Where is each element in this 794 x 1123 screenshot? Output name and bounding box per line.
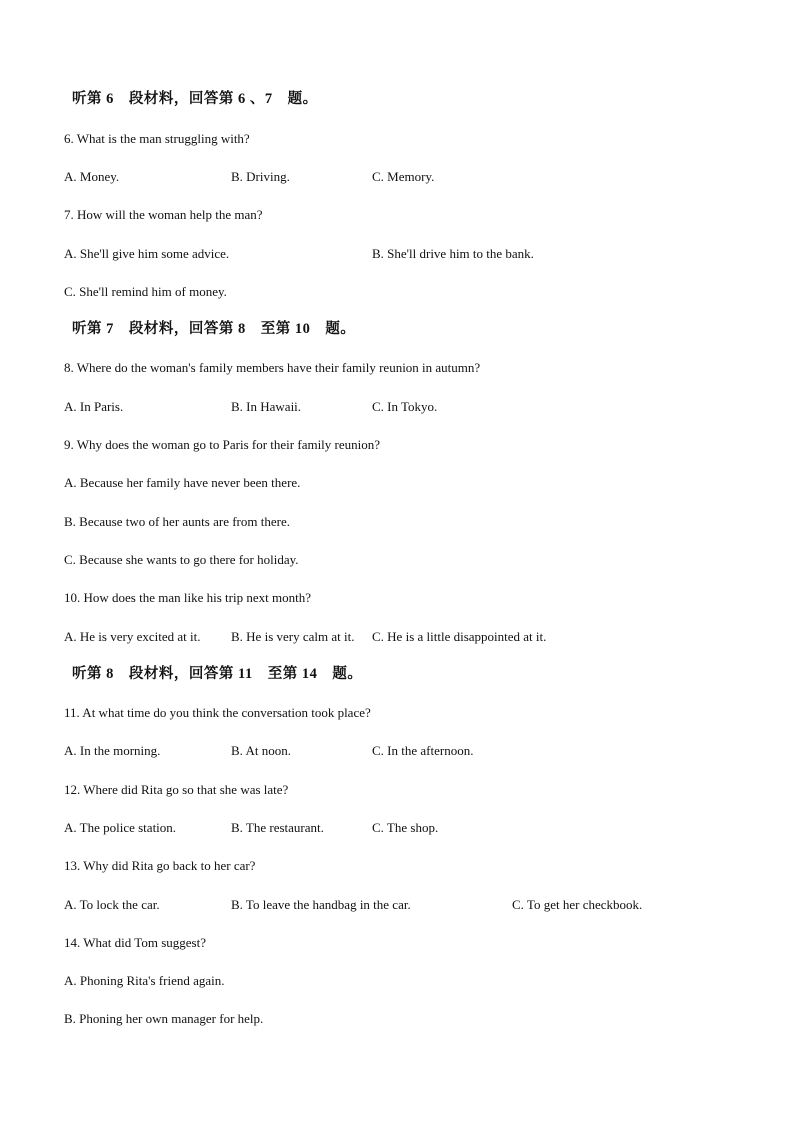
- q10-option-b: B. He is very calm at it.: [231, 629, 355, 644]
- q11-option-a: A. In the morning.: [64, 743, 161, 758]
- q8-option-b: B. In Hawaii.: [231, 399, 302, 414]
- q13-option-c: C. To get her checkbook.: [512, 897, 643, 912]
- section-heading-6: 听第 6 段材料，回答第 6 、7 题。: [72, 91, 318, 107]
- q11-option-b: B. At noon.: [231, 743, 291, 758]
- q8-option-a: A. In Paris.: [64, 399, 124, 414]
- q12-option-c: C. The shop.: [372, 820, 439, 835]
- q6-option-a: A. Money.: [64, 169, 120, 184]
- q7-option-c: C. She'll remind him of money.: [64, 284, 227, 299]
- q11-option-c: C. In the afternoon.: [372, 743, 474, 758]
- q10-option-a: A. He is very excited at it.: [64, 629, 201, 644]
- question-14: 14. What did Tom suggest?: [64, 935, 206, 950]
- q13-option-b: B. To leave the handbag in the car.: [231, 897, 411, 912]
- q7-option-a: A. She'll give him some advice.: [64, 246, 230, 261]
- q13-option-a: A. To lock the car.: [64, 897, 160, 912]
- question-13: 13. Why did Rita go back to her car?: [64, 858, 256, 873]
- q12-option-a: A. The police station.: [64, 820, 177, 835]
- question-6: 6. What is the man struggling with?: [64, 131, 250, 146]
- section-heading-8: 听第 8 段材料，回答第 11 至第 14 题。: [72, 666, 363, 682]
- question-8: 8. Where do the woman's family members have their family reunion in autumn?: [64, 360, 481, 375]
- q9-option-b: B. Because two of her aunts are from there.: [64, 514, 290, 529]
- question-11: 11. At what time do you think the conversation took place?: [64, 705, 371, 720]
- q10-option-c: C. He is a little disappointed at it.: [372, 629, 547, 644]
- q8-option-c: C. In Tokyo.: [372, 399, 438, 414]
- section-heading-7: 听第 7 段材料，回答第 8 至第 10 题。: [72, 321, 356, 337]
- question-10: 10. How does the man like his trip next month?: [64, 590, 311, 605]
- q6-option-b: B. Driving.: [231, 169, 290, 184]
- q14-option-a: A. Phoning Rita's friend again.: [64, 973, 225, 988]
- q9-option-c: C. Because she wants to go there for holiday.: [64, 552, 299, 567]
- q9-option-a: A. Because her family have never been there.: [64, 475, 301, 490]
- q14-option-b: B. Phoning her own manager for help.: [64, 1011, 264, 1026]
- q6-option-c: C. Memory.: [372, 169, 435, 184]
- question-7: 7. How will the woman help the man?: [64, 207, 263, 222]
- q7-option-b: B. She'll drive him to the bank.: [372, 246, 534, 261]
- q12-option-b: B. The restaurant.: [231, 820, 324, 835]
- question-12: 12. Where did Rita go so that she was late?: [64, 782, 289, 797]
- question-9: 9. Why does the woman go to Paris for their family reunion?: [64, 437, 381, 452]
